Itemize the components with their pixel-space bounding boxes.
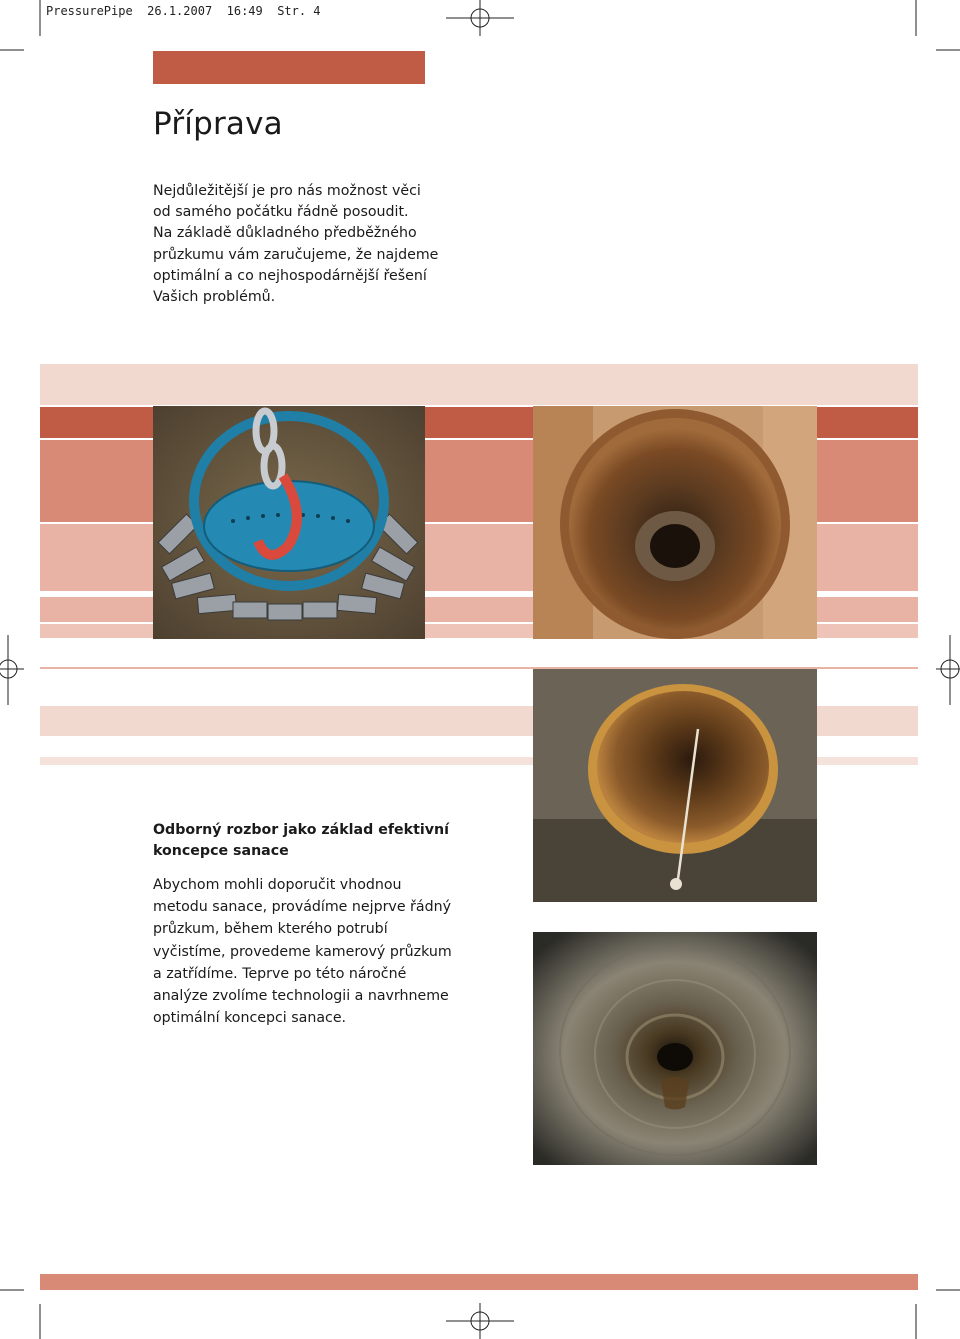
bottom-accent-bar	[40, 1274, 918, 1290]
cutting-head-photo	[153, 406, 425, 639]
page-title: Příprava	[153, 106, 283, 142]
intro-paragraph	[153, 181, 453, 308]
print-slug: PressurePipe 26.1.2007 16:49 Str. 4	[46, 4, 321, 18]
rusty-pipe-end-photo	[533, 669, 817, 902]
intro-line: Vašich problémů.	[153, 289, 276, 306]
intro-line: od samého počátku řádně posoudit.	[153, 204, 409, 221]
target-bottom-icon	[446, 1303, 514, 1339]
body-line: a zatřídíme. Teprve po této náročné	[153, 965, 407, 982]
target-top-icon	[446, 0, 514, 36]
pipe-interior-photo	[533, 932, 817, 1165]
intro-line: Na základě důkladného předběžného	[153, 225, 417, 242]
subhead-line: koncepce sanace	[153, 843, 289, 859]
intro-line: průzkumu vám zaručujeme, že najdeme	[153, 246, 439, 263]
corroded-pipe-photo	[533, 406, 817, 639]
target-left-icon	[0, 635, 24, 705]
stripe-pale-top	[40, 364, 918, 405]
section-body	[153, 874, 453, 1029]
body-line: optimální koncepci sanace.	[153, 1010, 347, 1027]
body-line: analýze zvolíme technologii a navrhneme	[153, 988, 449, 1005]
target-right-icon	[936, 635, 960, 705]
body-line: průzkum, během kterého potrubí	[153, 921, 388, 938]
subhead-line: Odborný rozbor jako základ efektivní	[153, 822, 449, 838]
body-line: metodu sanace, provádíme nejprve řádný	[153, 899, 451, 916]
body-line: Abychom mohli doporučit vhodnou	[153, 877, 402, 893]
body-line: vyčistíme, provedeme kamerový průzkum	[153, 943, 452, 960]
section-subheading	[153, 820, 453, 862]
top-accent-bar	[153, 51, 425, 84]
intro-line: Nejdůležitější je pro nás možnost věci	[153, 183, 421, 199]
intro-line: optimální a co nejhospodárnější řešení	[153, 267, 427, 284]
